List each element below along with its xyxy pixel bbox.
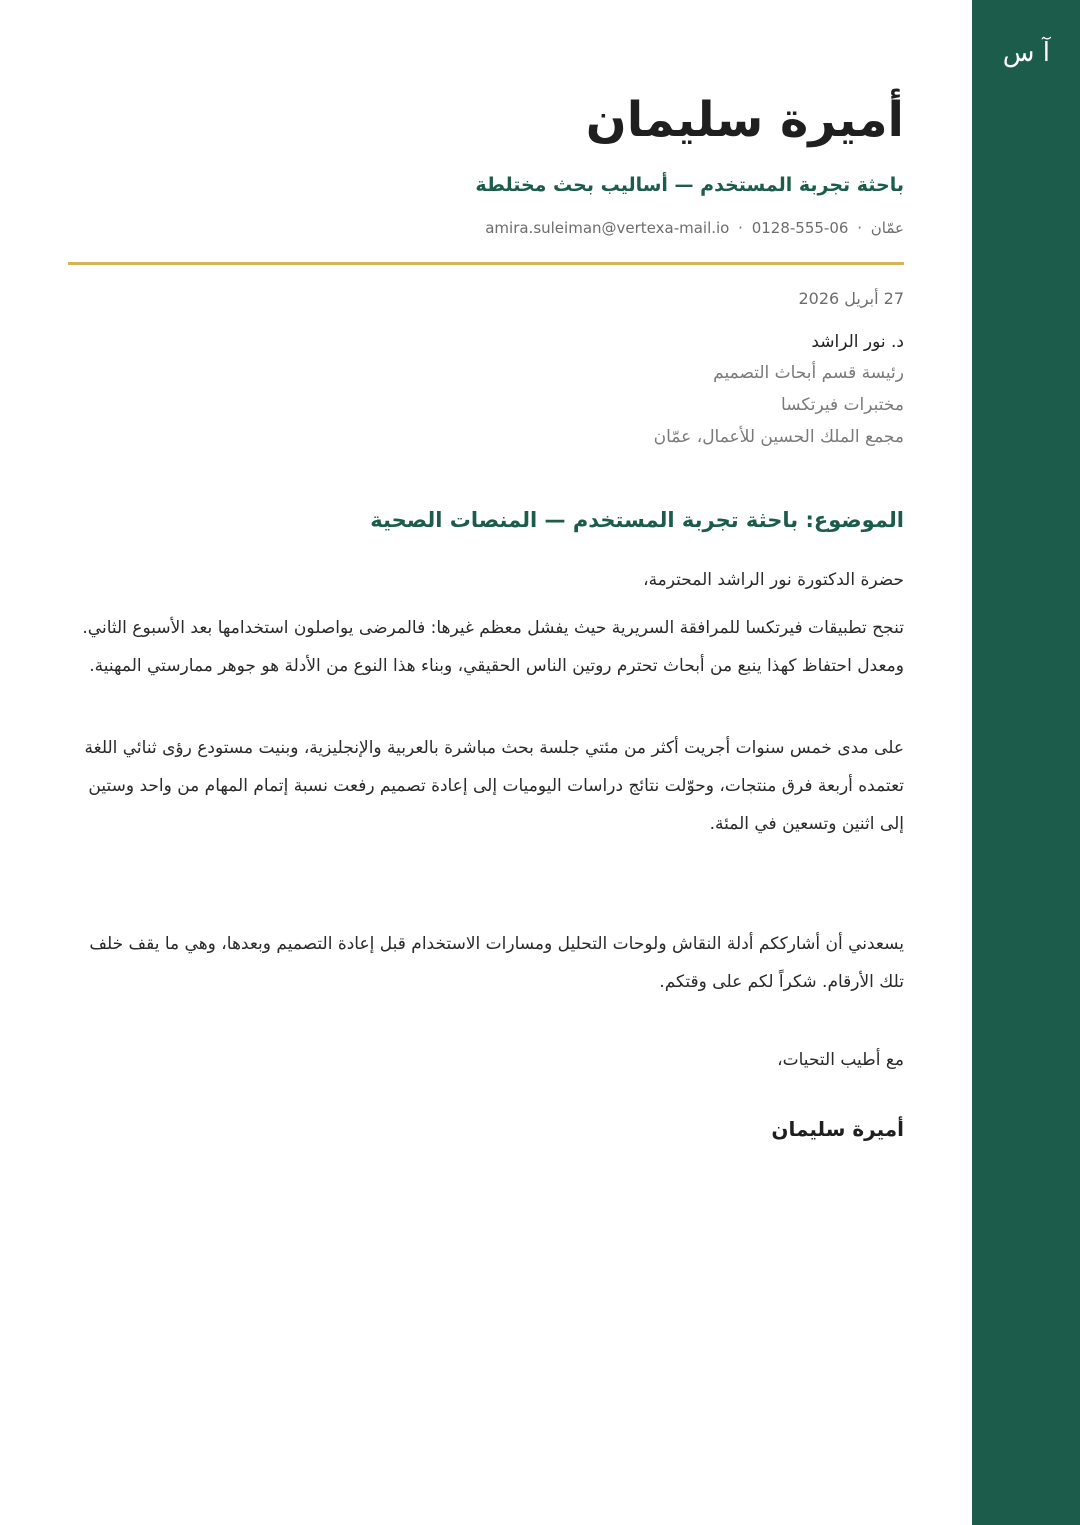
salutation: حضرة الدكتورة نور الراشد المحترمة، [643, 570, 904, 590]
body-paragraph: على مدى خمس سنوات أجريت أكثر من مئتي جلسة بحث مباشرة بالعربية والإنجليزية، وبنيت مستودع رؤى ثنائي اللغة تعتمده أربعة فرق منتجات، وحوّلت نتائج دراسات اليوميات إلى إعادة تصميم رفعت نسبة إتمام المهام من واحد وستين إلى اثنين وتسعين في المئة. [84, 738, 904, 834]
recipient-block [68, 327, 904, 453]
recipient-title: رئيسة قسم أبحاث التصميم [713, 363, 904, 383]
body-paragraph: تنجح تطبيقات فيرتكسا للمرافقة السريرية حيث يفشل معظم غيرها: فالمرضى يواصلون استخدامها بعد الأسبوع الثاني. ومعدل احتفاظ كهذا ينبع من أبحاث تحترم روتين الناس الحقيقي، وبناء هذا النوع من الأدلة هو جوهر ممارستي المهنية. [82, 618, 904, 676]
recipient-name: د. نور الراشد [811, 332, 904, 352]
signature-name: أميرة سليمان [771, 1117, 904, 1141]
contact-line [68, 218, 904, 238]
closing-line: مع أطيب التحيات، [777, 1050, 904, 1070]
sender-tagline: باحثة تجربة المستخدم — أساليب بحث مختلطة [475, 174, 904, 196]
contact-city: عمّان [870, 219, 904, 237]
letter-date: 27 أبريل 2026 [798, 289, 904, 308]
letter-subject: الموضوع: باحثة تجربة المستخدم — المنصات الصحية [370, 508, 904, 532]
header-divider [68, 262, 904, 265]
sender-name: أميرة سليمان [585, 92, 904, 148]
contact-separator: · [857, 219, 862, 237]
recipient-address: مجمع الملك الحسين للأعمال، عمّان [653, 427, 904, 447]
side-accent-band [972, 0, 1080, 1525]
cover-letter [68, 0, 904, 1143]
body-paragraph: يسعدني أن أشارككم أدلة النقاش ولوحات التحليل ومسارات الاستخدام قبل إعادة التصميم وبعدها، وهي ما يقف خلف تلك الأرقام. شكراً لكم على وقتكم. [89, 934, 904, 992]
contact-separator: · [738, 219, 743, 237]
contact-phone: 0128-555-06 [751, 219, 849, 237]
recipient-company: مختبرات فيرتكسا [781, 395, 904, 415]
monogram: آ س [1002, 38, 1050, 68]
contact-email[interactable]: amira.suleiman@vertexa-mail.io [485, 219, 730, 237]
